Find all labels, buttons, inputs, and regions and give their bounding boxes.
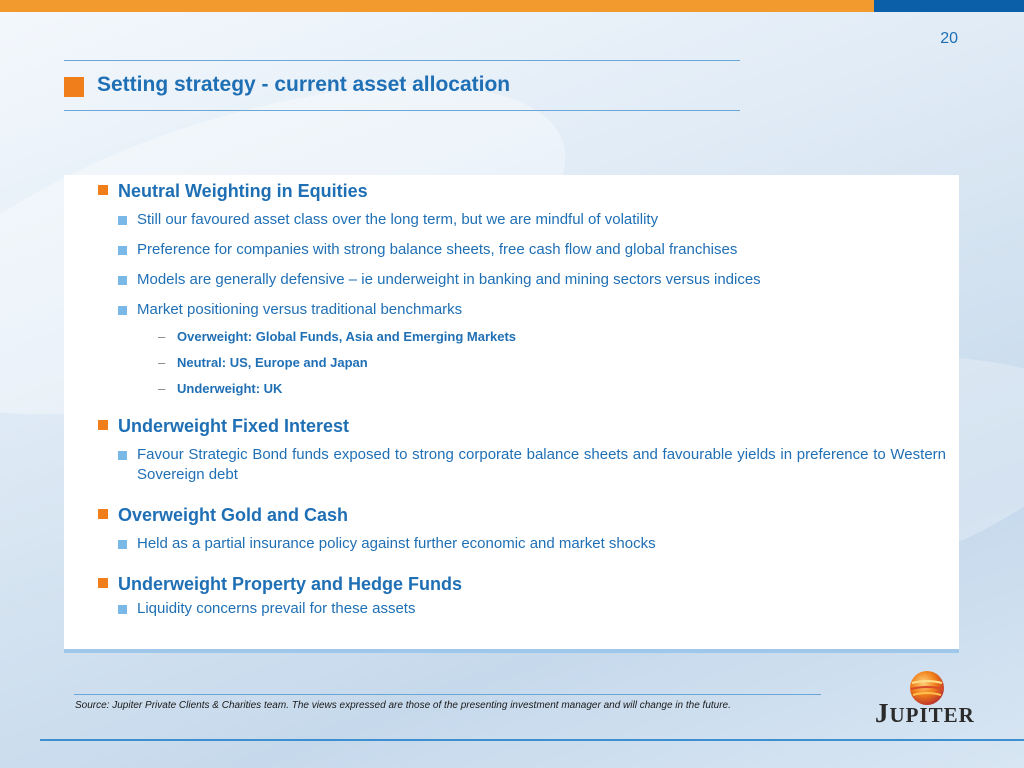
section-heading-text: Underweight Fixed Interest bbox=[118, 416, 350, 436]
blue-square-bullet-icon bbox=[118, 540, 127, 549]
top-accent-bar-orange bbox=[0, 0, 874, 12]
section-gold-cash bbox=[98, 505, 946, 554]
bullet-item bbox=[98, 445, 946, 485]
section-heading-text: Overweight Gold and Cash bbox=[118, 505, 349, 525]
footer-rule bbox=[74, 694, 821, 695]
orange-square-bullet-icon bbox=[98, 578, 108, 588]
bullet-item bbox=[98, 300, 946, 320]
sub-bullet-item bbox=[98, 354, 946, 372]
blue-square-bullet-icon bbox=[118, 605, 127, 614]
sub-bullet-text: Underweight: UK bbox=[177, 381, 283, 396]
title-rule-bottom bbox=[64, 110, 740, 111]
section-heading bbox=[98, 505, 946, 526]
bullet-item bbox=[98, 534, 946, 554]
bullet-text: Still our favoured asset class over the long term, but we are mindful of volatility bbox=[137, 211, 659, 228]
section-heading-text: Neutral Weighting in Equities bbox=[118, 181, 368, 201]
bottom-rule bbox=[40, 739, 1024, 741]
blue-square-bullet-icon bbox=[118, 451, 127, 460]
sub-bullet-item bbox=[98, 328, 946, 346]
orange-square-bullet-icon bbox=[98, 185, 108, 195]
bullet-text: Held as a partial insurance policy against further economic and market shocks bbox=[137, 535, 656, 552]
sub-bullet-item bbox=[98, 380, 946, 398]
logo-wordmark: JUPITER bbox=[875, 698, 975, 728]
blue-square-bullet-icon bbox=[118, 246, 127, 255]
dash-bullet-icon: – bbox=[158, 329, 166, 344]
page-number: 20 bbox=[940, 30, 958, 47]
bullet-item bbox=[98, 599, 946, 619]
bullet-text: Models are generally defensive – ie underweight in banking and mining sectors versus indices bbox=[137, 271, 761, 288]
bullet-item bbox=[98, 270, 946, 290]
content-body bbox=[98, 181, 946, 619]
bullet-item bbox=[98, 240, 946, 260]
source-note: Source: Jupiter Private Clients & Charities team. The views expressed are those of the presenting investment manager and will change in the future. bbox=[75, 700, 731, 711]
section-heading bbox=[98, 181, 946, 202]
section-heading bbox=[98, 574, 946, 595]
section-property-hedge bbox=[98, 574, 946, 619]
sub-bullet-text: Overweight: Global Funds, Asia and Emerging Markets bbox=[177, 329, 517, 344]
orange-square-bullet-icon bbox=[98, 420, 108, 430]
blue-square-bullet-icon bbox=[118, 276, 127, 285]
orange-square-bullet-icon bbox=[98, 509, 108, 519]
page-title: Setting strategy - current asset allocation bbox=[97, 73, 511, 96]
jupiter-logo bbox=[875, 668, 1015, 734]
top-accent-bar-blue bbox=[874, 0, 1024, 12]
section-equities bbox=[98, 181, 946, 398]
section-heading-text: Underweight Property and Hedge Funds bbox=[118, 574, 463, 594]
bullet-item bbox=[98, 210, 946, 230]
section-heading bbox=[98, 416, 946, 437]
bullet-text: Preference for companies with strong balance sheets, free cash flow and global franchises bbox=[137, 241, 738, 258]
section-fixed-interest bbox=[98, 416, 946, 485]
dash-bullet-icon: – bbox=[158, 381, 166, 396]
sub-bullet-text: Neutral: US, Europe and Japan bbox=[177, 355, 368, 370]
dash-bullet-icon: – bbox=[158, 355, 166, 370]
bullet-text: Market positioning versus traditional benchmarks bbox=[137, 301, 463, 318]
bullet-text: Favour Strategic Bond funds exposed to strong corporate balance sheets and favourable yields in preference to Western Sovereign debt bbox=[137, 446, 946, 483]
title-rule-top bbox=[64, 60, 740, 61]
blue-square-bullet-icon bbox=[118, 216, 127, 225]
title-bullet-square bbox=[64, 77, 84, 97]
bullet-text: Liquidity concerns prevail for these assets bbox=[137, 600, 416, 617]
blue-square-bullet-icon bbox=[118, 306, 127, 315]
